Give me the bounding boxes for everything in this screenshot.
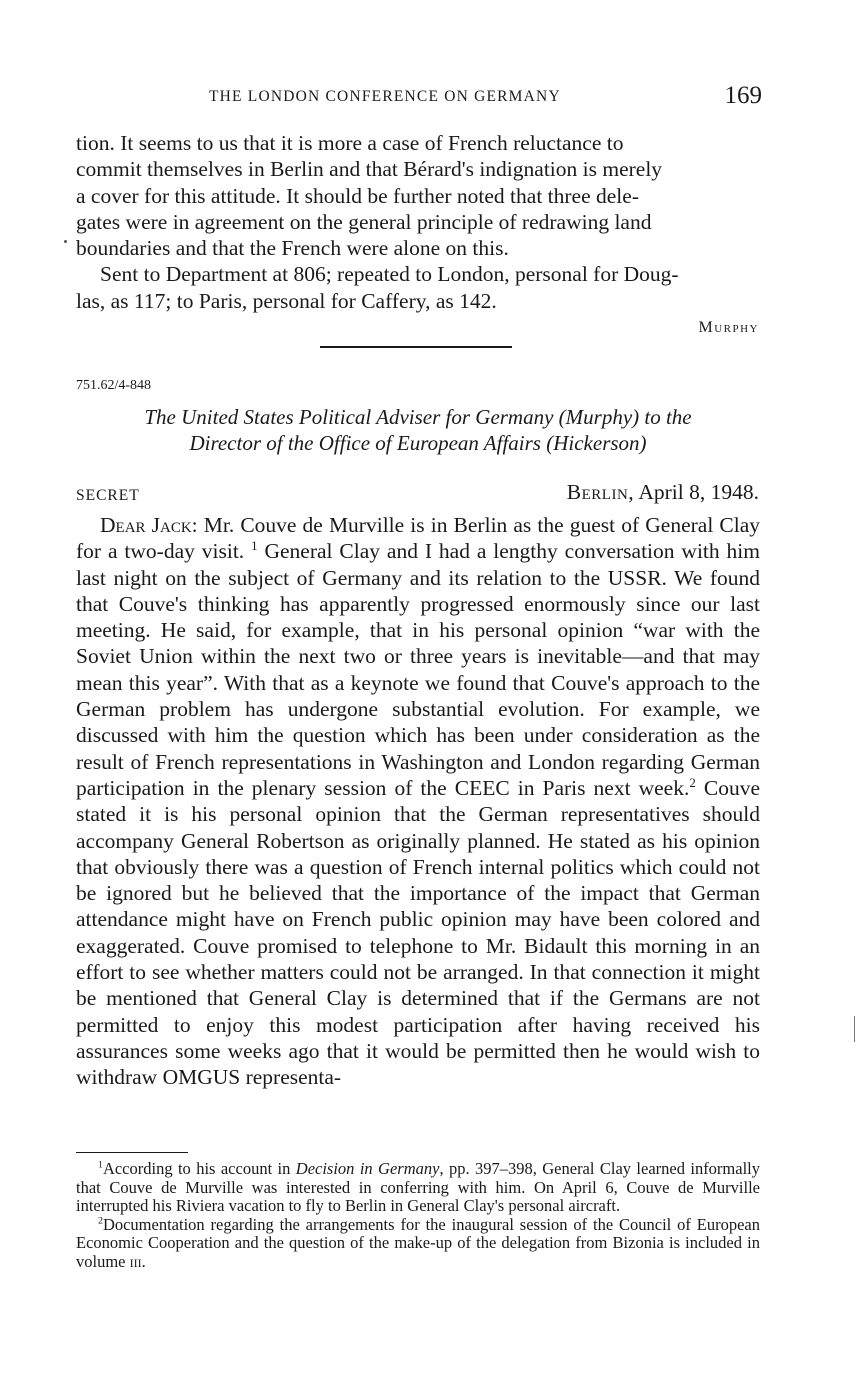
book-title: Decision in Germany [295,1159,440,1178]
footnote-divider [76,1152,188,1153]
sent-note-line: Sent to Department at 806; repeated to London, personal for Doug- [100,262,679,287]
running-header [74,84,764,114]
file-number: 751.62/4-848 [76,378,152,393]
footnote-2 [76,1216,760,1272]
signature: Murphy [698,319,759,336]
classification-marking: SECRET [76,487,140,504]
letter-body [76,512,760,1091]
text-line: boundaries and that the French were alone on this. [76,236,509,261]
text-line: gates were in agreement on the general principle of redrawing land [76,209,652,234]
sent-note-line: las, as 117; to Paris, personal for Caffery, as 142. [76,288,497,313]
text-line: tion. It seems to us that it is more a case of French reluctance to [76,131,624,155]
running-title: THE LONDON CONFERENCE ON GERMANY [209,88,561,105]
dateline-city: Berlin, [566,480,635,504]
section-divider [320,346,512,348]
page-number: 169 [724,82,762,109]
text-line: a cover for this attitude. It should be further noted that three dele- [76,183,639,208]
margin-mark [854,1016,855,1042]
text-line: commit themselves in Berlin and that Bérard's indignation is merely [76,157,663,182]
letter-text: Couve stated it is his personal opinion that the German representatives should accompany General Robertson as originally planned. He stated as his opinion that obviously there was a question of French internal politics which could not be ignored but he believed that the importance of the impact that German attendance might have on French public opinion may have been colored and exaggerated. Couve promised to telephone to Mr. Bidault this morning in an effort to see whether matters could not be arranged. In that connection it might be mentioned that General Clay is determined that if the Germans are not permitted to enjoy this modest participation after having received his assurances some weeks ago that it would be permitted then he would wish to withdraw OMGUS representa- [76,775,760,1090]
salutation: Dear Jack: [100,513,198,537]
footnote-marker: 2 [98,1215,103,1227]
footnote-text: , pp. 397–398, General Clay learned informally that Couve de Murville was interested in conferring with him. On April 6, Couve de Murville interrupted his Riviera vacation to fly to Berlin in General Clay's personal aircraft. [76,1159,761,1216]
continuation-paragraph [76,130,760,314]
document-title-line-1: The United States Political Adviser for Germany (Murphy) to the [144,405,692,429]
footnote-text: According to his account in [102,1159,296,1178]
footnotes [76,1160,760,1272]
dateline [567,480,759,505]
footnote-marker: 1 [98,1159,103,1171]
margin-speck [64,240,67,243]
footnote-text: . [141,1251,146,1271]
letter-text: Mr. Couve de Murville is in Berlin as the guest of General Clay for a two-day visit. [76,513,761,564]
document-title [76,404,760,456]
document-title-line-2: Director of the Office of European Affairs (Hickerson) [189,431,647,455]
dateline-date: April 8, 1948. [638,480,759,504]
footnote-ref: 2 [689,775,696,790]
footnote-1 [76,1160,760,1216]
footnote-text: Documentation regarding the arrangements for the inaugural session of the Council of European Economic Cooperation and the question of the make-up of the delegation from Bizonia is included in volume [76,1214,760,1271]
footnote-ref: 1 [251,539,258,554]
volume-number: iii [129,1251,142,1271]
letter-text: General Clay and I had a lengthy conversation with him last night on the subject of Germany and its relation to the USSR. We found that Couve's thinking has apparently progressed enormously since our last meeting. He said, for example, that in his personal opinion “war with the Soviet Union within the next two or three years is inevitable—and that may mean this year”. With that as a keynote we found that Couve's approach to the German problem has undergone substantial evolution. For example, we discussed with him the question which has been under consideration as the result of French representations in Washington and London regarding German participation in the plenary session of the CEEC in Paris next week. [76,539,761,800]
